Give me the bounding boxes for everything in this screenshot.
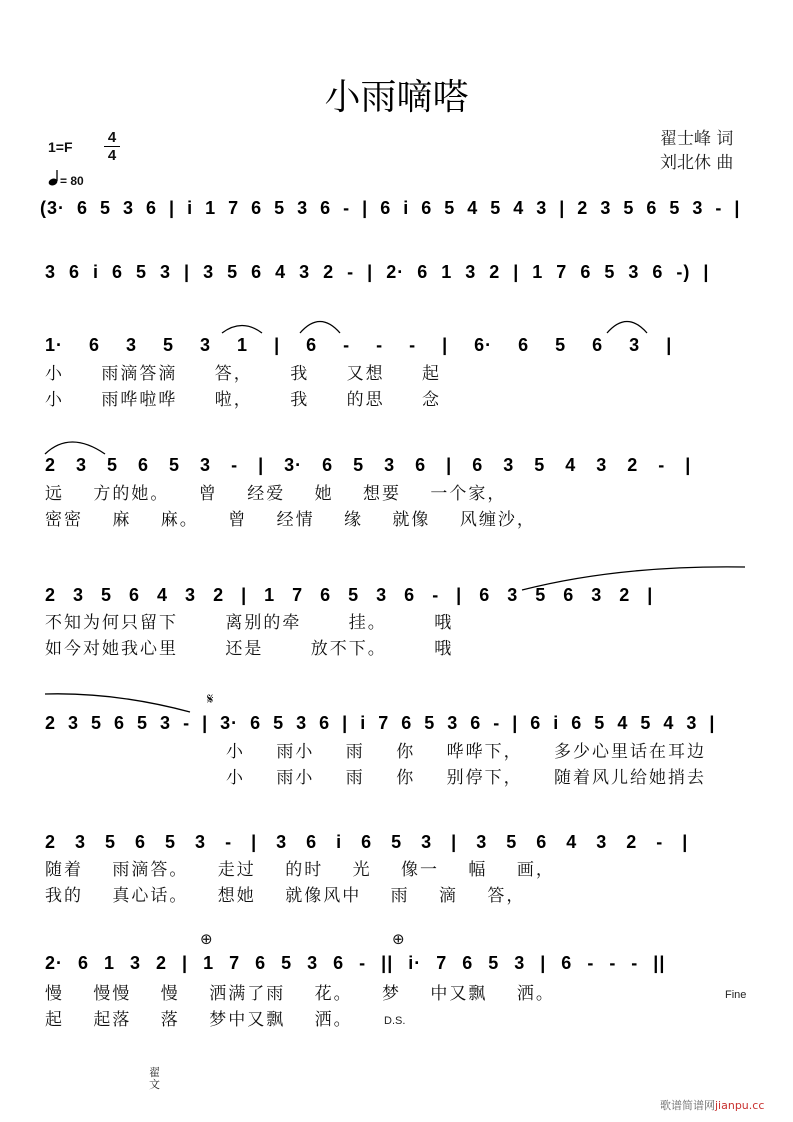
system-8-lyrics-verse-2: 起 起落 落 梦中又飘 洒。 xyxy=(45,1010,353,1030)
song-title: 小雨嘀嗒 xyxy=(324,77,469,118)
tempo-marking: = 80 xyxy=(60,174,84,188)
system-3-lyrics-verse-1: 小 雨滴答滴 答， 我 又想 起 xyxy=(45,364,442,384)
system-8-notes: 2· 6 1 3 2 | 1 7 6 5 3 6 - || i· 7 6 5 3 | 6 - - - || xyxy=(45,953,666,973)
phrase-arc-4 xyxy=(45,442,105,454)
system-4-lyrics-verse-2: 密密 麻 麻。 曾 经情 缘 就像 风缠沙， xyxy=(45,510,536,530)
fine-mark: Fine xyxy=(725,989,747,1001)
composer-credit: 刘北休 曲 xyxy=(660,153,734,173)
system-8-lyrics-verse-1: 慢 慢慢 慢 洒满了雨 花。 梦 中又飘 洒。 xyxy=(45,984,555,1004)
system-7-lyrics-verse-2: 我的 真心话。 想她 就像风中 雨 滴 答， xyxy=(45,886,526,906)
system-6-notes: 2 3 5 6 5 3 - | 3· 6 5 3 6 | i 7 6 5 3 6 - | 6 i 6 5 4 5 4 3 | xyxy=(45,713,716,733)
system-5-lyrics-verse-2: 如今对她我心里 还是 放不下。 哦 xyxy=(45,639,454,659)
time-signature-top: 4 xyxy=(107,129,117,146)
system-5-lyrics-verse-1: 不知为何只留下 离别的牵 挂。 哦 xyxy=(45,613,454,633)
phrase-arc-2 xyxy=(607,322,647,334)
system-1-notes: (3· 6 5 3 6 | i 1 7 6 5 3 6 - | 6 i 6 5 4 5 4 3 | 2 3 5 6 5 3 - | xyxy=(40,198,741,218)
system-6-lyrics-verse-2: 小 雨小 雨 你 别停下， 随着风儿给她捎去 xyxy=(226,768,707,788)
long-slur-2 xyxy=(45,694,190,712)
key-signature: 1=F xyxy=(48,139,73,155)
phrase-arc-3 xyxy=(222,326,262,334)
system-7-notes: 2 3 5 6 5 3 - | 3 6 i 6 5 3 | 3 5 6 4 3 2 - | xyxy=(45,832,689,852)
coda-mark-1: ⊕ xyxy=(200,930,213,948)
system-6-lyrics-verse-1: 小 雨小 雨 你 哗哗下， 多少心里话在耳边 xyxy=(226,742,707,762)
watermark-site: 歌谱简谱网 xyxy=(660,1099,715,1112)
coda-mark-2: ⊕ xyxy=(392,930,405,948)
system-5-notes: 2 3 5 6 4 3 2 | 1 7 6 5 3 6 - | 6 3 5 6 3 2 | xyxy=(45,585,654,605)
segno-mark: 𝄋 xyxy=(207,690,214,708)
system-4-notes: 2 3 5 6 5 3 - | 3· 6 5 3 6 | 6 3 5 4 3 2 - | xyxy=(45,455,692,475)
watermark-url: jianpu.cc xyxy=(715,1099,765,1112)
lyricist-credit: 翟士峰 词 xyxy=(660,129,734,149)
system-4-lyrics-verse-1: 远 方的她。 曾 经爱 她 想要 一个家， xyxy=(45,484,507,504)
time-signature-bottom: 4 xyxy=(107,147,117,164)
system-3-lyrics-verse-2: 小 雨哗啦哗 啦， 我 的思 念 xyxy=(45,390,442,410)
long-slur-1 xyxy=(522,567,745,590)
system-7-lyrics-verse-1: 随着 雨滴答。 走过 的时 光 像一 幅 画， xyxy=(45,860,555,880)
system-3-notes: 1· 6 3 5 3 1 | 6 - - - | 6· 6 5 6 3 | xyxy=(45,335,673,355)
vertical-side-note: 翟 文 xyxy=(149,1066,160,1091)
system-2-notes: 3 6 i 6 5 3 | 3 5 6 4 3 2 - | 2· 6 1 3 2 | 1 7 6 5 3 6 -) | xyxy=(45,262,710,282)
ds-mark: D.S. xyxy=(384,1015,406,1027)
phrase-arc-1 xyxy=(300,322,340,334)
